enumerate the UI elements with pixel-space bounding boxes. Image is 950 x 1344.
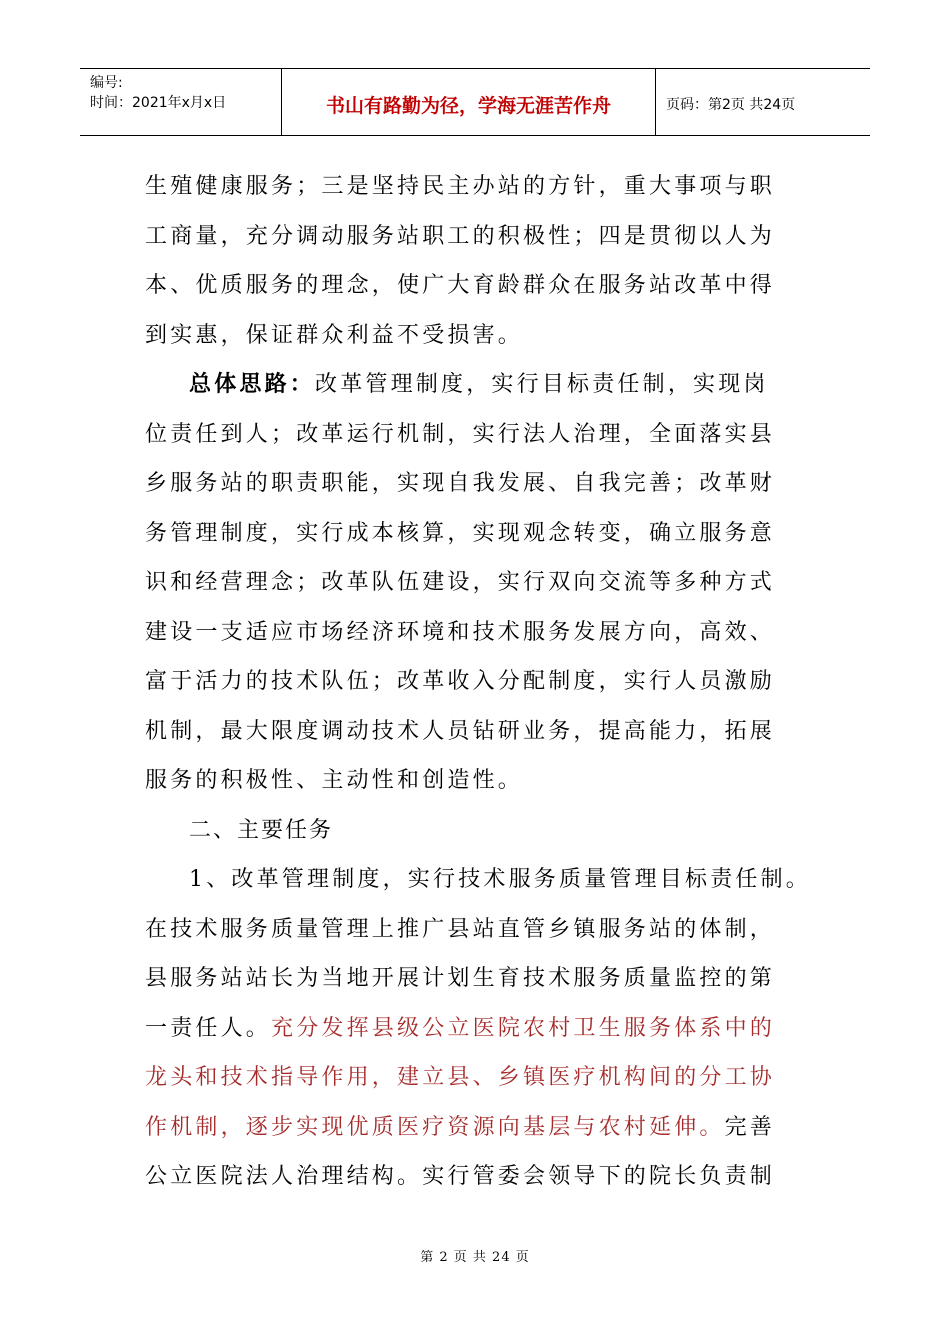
paragraph-line (145, 360, 815, 410)
header-motto: 书山有路勤为径，学海无涯苦作舟 (282, 69, 656, 135)
paragraph-line: 工商量，充分调动服务站职工的积极性；四是贯彻以人为 (145, 223, 776, 249)
paragraph-line: 生殖健康服务；三是坚持民主办站的方针，重大事项与职 (145, 174, 776, 199)
document-body (145, 162, 815, 1202)
paragraph-line (145, 1103, 815, 1153)
header-page-code: 页码：第2页 共24页 (666, 97, 796, 113)
paragraph-line: 公立医院法人治理结构。实行管委会领导下的院长负责制 (145, 1164, 776, 1189)
overall-approach-heading: 总体思路： (189, 371, 316, 397)
document-header (80, 68, 870, 136)
paragraph-line: 机制，最大限度调动技术人员钻研业务，提高能力，拓展 (145, 718, 776, 744)
paragraph-line: 识和经营理念；改革队伍建设，实行双向交流等多种方式 (145, 570, 776, 595)
paragraph-line: 位责任到人；改革运行机制，实行法人治理，全面落实县 (145, 421, 776, 447)
page-footer: 第 2 页 共 24 页 (420, 1250, 530, 1265)
document-number-label: 编号: (90, 75, 123, 91)
paragraph-line: 富于活力的技术队伍；改革收入分配制度，实行人员激励 (145, 669, 776, 694)
paragraph-line: 服务的积极性、主动性和创造性。 (145, 768, 524, 793)
paragraph-line: 本、优质服务的理念，使广大育龄群众在服务站改革中得 (145, 273, 776, 298)
highlighted-text: 充分发挥县级公立医院农村卫生服务体系中的 (271, 1015, 776, 1041)
section-title: 二、主要任务 (189, 817, 334, 843)
paragraph-line: 务管理制度，实行成本核算，实现观念转变，确立服务意 (145, 520, 776, 546)
paragraph-text: 完善 (724, 1114, 776, 1140)
paragraph-line: 在技术服务质量管理上推广县站直管乡镇服务站的体制， (145, 916, 776, 942)
paragraph-line: 到实惠，保证群众利益不受损害。 (145, 322, 524, 348)
paragraph-line: 县服务站站长为当地开展计划生育技术服务质量监控的第 (145, 966, 776, 991)
highlighted-line: 龙头和技术指导作用，建立县、乡镇医疗机构间的分工协 (145, 1065, 776, 1090)
paragraph-line: 建设一支适应市场经济环境和技术服务发展方向，高效、 (145, 619, 776, 645)
paragraph-text: 一责任人。 (145, 1015, 272, 1041)
header-meta (80, 69, 282, 135)
highlighted-text: 作机制，逐步实现优质医疗资源向基层与农村延伸。 (145, 1114, 725, 1140)
document-time-label: 时间：2021年x月x日 (90, 95, 227, 111)
paragraph-line (145, 1004, 815, 1054)
paragraph-line: 乡服务站的职责职能，实现自我发展、自我完善；改革财 (145, 471, 776, 496)
paragraph-line: 1、改革管理制度，实行技术服务质量管理目标责任制。 (189, 867, 811, 892)
paragraph-text: 改革管理制度，实行目标责任制，实现岗 (315, 372, 769, 397)
